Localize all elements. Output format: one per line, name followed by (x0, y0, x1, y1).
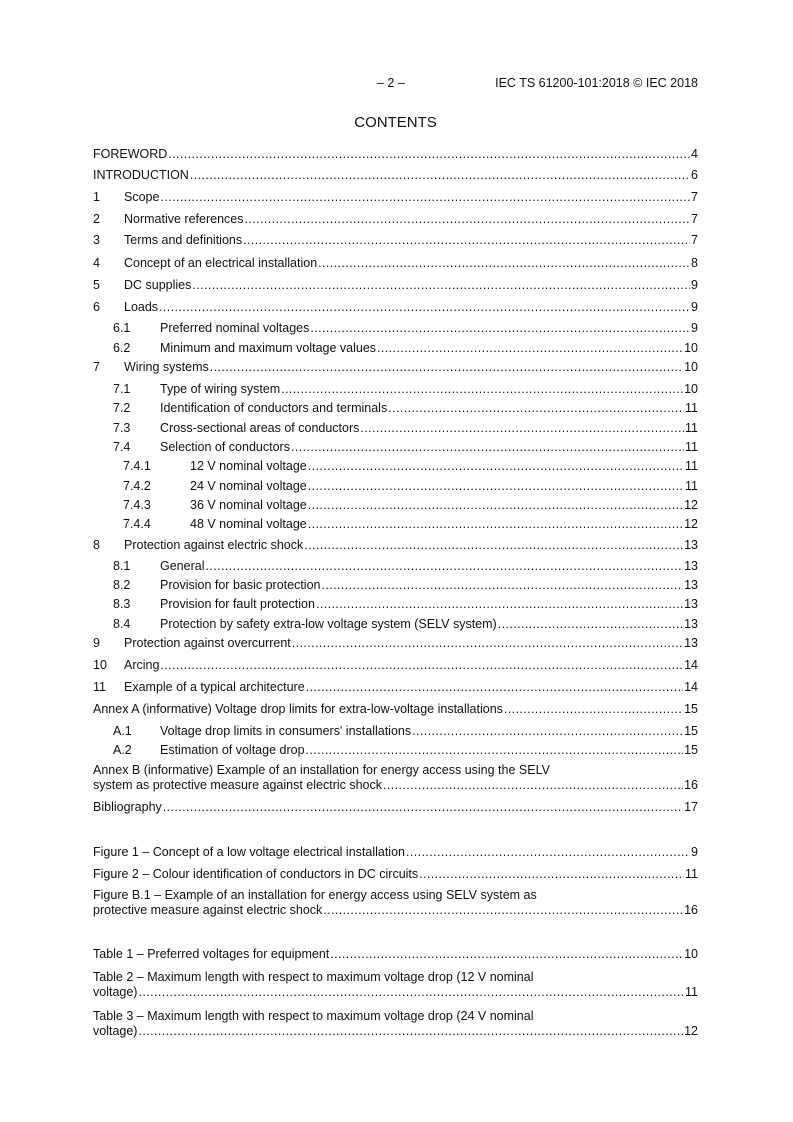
toc-entry[interactable] (93, 421, 698, 436)
entry-title: Terms and definitions (124, 233, 243, 247)
dot-leader (308, 479, 684, 494)
toc-entry[interactable] (93, 256, 698, 271)
entry-number: 8.2 (113, 578, 131, 592)
dot-leader (304, 538, 683, 553)
entry-page-number: 15 (684, 743, 698, 757)
entry-title: Example of a typical architecture (124, 680, 305, 694)
dot-leader (138, 985, 684, 1000)
toc-entry-line (93, 341, 698, 356)
dot-leader (245, 212, 691, 227)
entry-title: 24 V nominal voltage (190, 479, 307, 493)
entry-number: 6 (93, 300, 100, 314)
entry-page-number: 13 (684, 578, 698, 592)
entry-page-number: 13 (684, 559, 698, 573)
entry-page-number: 15 (684, 702, 698, 716)
toc-entry[interactable] (93, 459, 698, 474)
toc-entry[interactable] (93, 636, 698, 651)
dot-leader (163, 800, 683, 815)
toc-entry-line (93, 498, 698, 513)
entry-number: A.1 (113, 724, 132, 738)
table-entry[interactable] (93, 1009, 698, 1039)
entry-page-number: 11 (685, 440, 698, 454)
figure-entry[interactable] (93, 888, 698, 918)
entry-number: 7 (93, 360, 100, 374)
entry-page-number: 9 (691, 321, 698, 335)
entry-number: A.2 (113, 743, 132, 757)
dot-leader (498, 617, 683, 632)
toc-entry[interactable] (93, 341, 698, 356)
entry-number: 7.4.4 (123, 517, 151, 531)
toc-entry[interactable] (93, 743, 698, 758)
toc-entry-line (93, 636, 698, 651)
toc-entry-line (93, 321, 698, 336)
toc-entry-line (93, 168, 698, 183)
entry-title-first-line: Table 2 – Maximum length with respect to maximum voltage drop (12 V nominal (93, 970, 534, 984)
dot-leader (159, 300, 690, 315)
entry-title: Annex A (informative) Voltage drop limits for extra-low-voltage installations (93, 702, 503, 716)
toc-entry-line (93, 658, 698, 673)
entry-page-number: 10 (684, 341, 698, 355)
toc-entry[interactable] (93, 479, 698, 494)
page-number: – 2 – (377, 76, 405, 90)
toc-entry-line (93, 743, 698, 758)
dot-leader (308, 498, 683, 513)
toc-entry[interactable] (93, 498, 698, 513)
toc-entry[interactable] (93, 278, 698, 293)
toc-entry-line (93, 724, 698, 739)
entry-number: 11 (93, 680, 106, 694)
toc-entry-line (93, 300, 698, 315)
entry-title: Cross-sectional areas of conductors (160, 421, 360, 435)
figure-entry[interactable] (93, 867, 698, 882)
dot-leader (419, 867, 684, 882)
toc-entry-line (93, 212, 698, 227)
toc-entry[interactable] (93, 658, 698, 673)
entry-page-number: 6 (691, 168, 698, 182)
entry-title: Provision for fault protection (160, 597, 315, 611)
entry-title: Identification of conductors and terminals (160, 401, 388, 415)
entry-page-number: 9 (691, 300, 698, 314)
dot-leader (192, 278, 690, 293)
toc-entry-line (93, 578, 698, 593)
dot-leader (504, 702, 683, 717)
entry-number: 7.4.1 (123, 459, 151, 473)
toc-entry-line (93, 559, 698, 574)
toc-entry[interactable] (93, 702, 698, 717)
entry-number: 6.2 (113, 341, 131, 355)
entry-title: voltage) (93, 985, 138, 999)
entry-number: 9 (93, 636, 100, 650)
entry-page-number: 7 (691, 190, 698, 204)
entry-title: Minimum and maximum voltage values (160, 341, 377, 355)
dot-leader (310, 321, 690, 336)
entry-title: FOREWORD (93, 147, 168, 161)
entry-page-number: 7 (691, 212, 698, 226)
dot-leader (281, 382, 683, 397)
dot-leader (160, 658, 683, 673)
figure-entry-line (93, 867, 698, 882)
entry-title: 12 V nominal voltage (190, 459, 307, 473)
entry-title: Type of wiring system (160, 382, 281, 396)
toc-entry-line (93, 190, 698, 205)
entry-title-first-line: Table 3 – Maximum length with respect to maximum voltage drop (24 V nominal (93, 1009, 534, 1023)
entry-number: 8 (93, 538, 100, 552)
toc-entry-line (93, 256, 698, 271)
entry-page-number: 13 (684, 597, 698, 611)
toc-entry[interactable] (93, 321, 698, 336)
entry-title: Protection by safety extra-low voltage system (SELV system) (160, 617, 497, 631)
entry-number: 7.3 (113, 421, 131, 435)
table-entry-line (93, 985, 698, 1000)
entry-title: Protection against electric shock (124, 538, 304, 552)
entry-number: 8.1 (113, 559, 131, 573)
entry-page-number: 12 (684, 1024, 698, 1038)
entry-title: Arcing (124, 658, 160, 672)
entry-page-number: 10 (684, 947, 698, 961)
entry-page-number: 13 (684, 538, 698, 552)
table-entry[interactable] (93, 970, 698, 1000)
dot-leader (316, 597, 683, 612)
toc-entry[interactable] (93, 190, 698, 205)
dot-leader (291, 440, 684, 455)
entry-title: Figure 1 – Concept of a low voltage electrical installation (93, 845, 405, 859)
table-entry[interactable] (93, 947, 698, 962)
toc-entry-line (93, 702, 698, 717)
dot-leader (292, 636, 683, 651)
dot-leader (412, 724, 683, 739)
dot-leader (205, 559, 683, 574)
dot-leader (306, 743, 684, 758)
entry-page-number: 11 (685, 459, 698, 473)
entry-title-first-line: Figure B.1 – Example of an installation for energy access using SELV system as (93, 888, 537, 902)
entry-page-number: 11 (685, 479, 698, 493)
entry-page-number: 9 (691, 278, 698, 292)
toc-entry[interactable] (93, 800, 698, 815)
toc-entry-line (93, 278, 698, 293)
entry-page-number: 15 (684, 724, 698, 738)
toc-entry-line (93, 538, 698, 553)
entry-number: 7.4 (113, 440, 131, 454)
toc-entry[interactable] (93, 680, 698, 695)
entry-title: Normative references (124, 212, 244, 226)
toc-entry[interactable] (93, 724, 698, 739)
dot-leader (322, 578, 684, 593)
entry-number: 5 (93, 278, 100, 292)
toc-entry[interactable] (93, 233, 698, 248)
entry-number: 1 (93, 190, 100, 204)
toc-entry-line (93, 401, 698, 416)
table-entry-line (93, 947, 698, 962)
entry-title: Voltage drop limits in consumers' installations (160, 724, 412, 738)
entry-title: Selection of conductors (160, 440, 290, 454)
figure-entry-line (93, 903, 698, 918)
dot-leader (160, 190, 690, 205)
toc-entry-line (93, 517, 698, 532)
toc-entry-line (93, 233, 698, 248)
figure-entry-line (93, 845, 698, 860)
toc-entry[interactable] (93, 147, 698, 162)
entry-title: Bibliography (93, 800, 162, 814)
toc-entry[interactable] (93, 382, 698, 397)
entry-title: 48 V nominal voltage (190, 517, 307, 531)
entry-number: 2 (93, 212, 100, 226)
entry-page-number: 11 (685, 401, 698, 415)
entry-title: voltage) (93, 1024, 138, 1038)
toc-entry[interactable] (93, 168, 698, 183)
entry-title: system as protective measure against electric shock (93, 778, 383, 792)
entry-title: Loads (124, 300, 159, 314)
toc-entry-line (93, 800, 698, 815)
dot-leader (323, 903, 683, 918)
dot-leader (330, 947, 683, 962)
dot-leader (388, 401, 684, 416)
entry-number: 6.1 (113, 321, 131, 335)
dot-leader (308, 517, 683, 532)
toc-entry[interactable] (93, 300, 698, 315)
entry-page-number: 16 (684, 903, 698, 917)
entry-page-number: 11 (685, 985, 698, 999)
dot-leader (138, 1024, 683, 1039)
contents-title: CONTENTS (354, 114, 437, 131)
toc-entry-line (93, 479, 698, 494)
entry-title: Scope (124, 190, 160, 204)
entry-title: Protection against overcurrent (124, 636, 291, 650)
toc-entry[interactable] (93, 440, 698, 455)
entry-page-number: 10 (684, 360, 698, 374)
toc-entry[interactable] (93, 538, 698, 553)
dot-leader (168, 147, 690, 162)
entry-page-number: 8 (691, 256, 698, 270)
figure-entry[interactable] (93, 845, 698, 860)
entry-title: protective measure against electric shock (93, 903, 323, 917)
entry-title: Estimation of voltage drop (160, 743, 305, 757)
toc-entry-line (93, 440, 698, 455)
dot-leader (308, 459, 684, 474)
entry-number: 7.4.3 (123, 498, 151, 512)
standard-identifier: IEC TS 61200-101:2018 © IEC 2018 (495, 76, 698, 90)
entry-number: 8.3 (113, 597, 131, 611)
entry-number: 8.4 (113, 617, 131, 631)
entry-page-number: 7 (691, 233, 698, 247)
dot-leader (377, 341, 683, 356)
entry-page-number: 9 (691, 845, 698, 859)
entry-page-number: 13 (684, 636, 698, 650)
entry-page-number: 10 (684, 382, 698, 396)
entry-page-number: 11 (685, 867, 698, 881)
toc-entry[interactable] (93, 212, 698, 227)
entry-page-number: 14 (684, 658, 698, 672)
entry-title-first-line: Annex B (informative) Example of an installation for energy access using the SELV (93, 763, 550, 777)
entry-page-number: 11 (685, 421, 698, 435)
toc-entry-line (93, 382, 698, 397)
entry-title: INTRODUCTION (93, 168, 189, 182)
entry-title: DC supplies (124, 278, 192, 292)
toc-entry-line (93, 778, 698, 793)
toc-entry[interactable] (93, 517, 698, 532)
entry-number: 7.4.2 (123, 479, 151, 493)
toc-entry-line (93, 147, 698, 162)
dot-leader (190, 168, 690, 183)
entry-title: Concept of an electrical installation (124, 256, 318, 270)
entry-page-number: 13 (684, 617, 698, 631)
toc-entry-line (93, 617, 698, 632)
entry-page-number: 4 (691, 147, 698, 161)
toc-entry-line (93, 421, 698, 436)
entry-number: 7.1 (113, 382, 131, 396)
toc-entry-line (93, 459, 698, 474)
toc-entry[interactable] (93, 597, 698, 612)
toc-entry-line (93, 360, 698, 375)
entry-number: 4 (93, 256, 100, 270)
toc-entry[interactable] (93, 559, 698, 574)
toc-entry[interactable] (93, 401, 698, 416)
toc-entry-line (93, 680, 698, 695)
entry-title: Wiring systems (124, 360, 209, 374)
toc-entry[interactable] (93, 763, 698, 793)
entry-number: 10 (93, 658, 107, 672)
entry-title: General (160, 559, 205, 573)
entry-title: Provision for basic protection (160, 578, 321, 592)
entry-page-number: 17 (684, 800, 698, 814)
toc-entry[interactable] (93, 360, 698, 375)
entry-title: Figure 2 – Colour identification of conductors in DC circuits (93, 867, 419, 881)
dot-leader (360, 421, 684, 436)
table-entry-line (93, 1024, 698, 1039)
dot-leader (306, 680, 683, 695)
entry-number: 3 (93, 233, 100, 247)
dot-leader (383, 778, 683, 793)
dot-leader (243, 233, 690, 248)
entry-page-number: 16 (684, 778, 698, 792)
dot-leader (406, 845, 690, 860)
entry-page-number: 12 (684, 517, 698, 531)
entry-page-number: 12 (684, 498, 698, 512)
toc-entry[interactable] (93, 578, 698, 593)
entry-title: Table 1 – Preferred voltages for equipment (93, 947, 330, 961)
entry-page-number: 14 (684, 680, 698, 694)
entry-number: 7.2 (113, 401, 131, 415)
dot-leader (210, 360, 683, 375)
entry-title: Preferred nominal voltages (160, 321, 310, 335)
toc-entry-line (93, 597, 698, 612)
dot-leader (318, 256, 690, 271)
toc-entry[interactable] (93, 617, 698, 632)
entry-title: 36 V nominal voltage (190, 498, 307, 512)
